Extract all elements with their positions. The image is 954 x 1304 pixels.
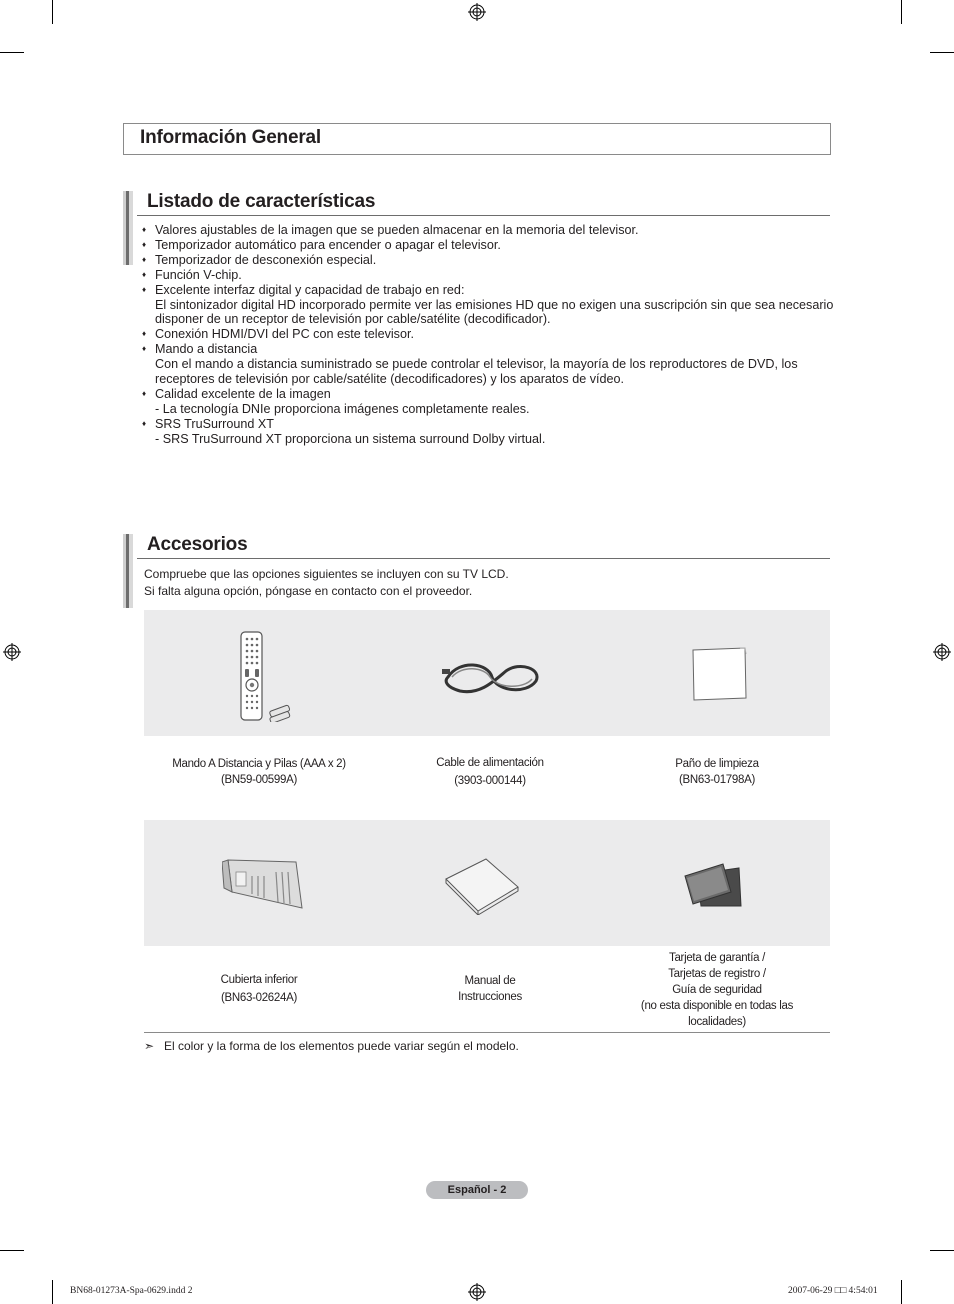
list-item: ♦ SRS TruSurround XT - SRS TruSurround XT proporciona un sistema surround Dolby virtual. bbox=[142, 417, 842, 447]
crop-mark bbox=[930, 52, 954, 53]
list-item: ♦ Valores ajustables de la imagen que se pueden almacenar en la memoria del televisor. bbox=[142, 223, 842, 238]
accessories-intro: Si falta alguna opción, póngase en contacto con el proveedor. bbox=[144, 584, 473, 598]
accessory-caption-remote: Mando A Distancia y Pilas (AAA x 2) (BN59-00599A) bbox=[172, 758, 346, 786]
bottom-cover-icon bbox=[222, 858, 304, 912]
crop-mark bbox=[930, 1250, 954, 1251]
features-heading: Listado de características bbox=[147, 191, 376, 212]
page-number-badge: Español - 2 bbox=[426, 1181, 528, 1199]
crop-mark bbox=[52, 0, 53, 24]
accessories-intro: Compruebe que las opciones siguientes se incluyen con su TV LCD. bbox=[144, 567, 509, 581]
list-item: ♦ Conexión HDMI/DVI del PC con este televisor. bbox=[142, 327, 842, 342]
list-item: ♦ Temporizador automático para encender o apagar el televisor. bbox=[142, 238, 842, 253]
crop-mark bbox=[901, 1280, 902, 1304]
list-item: ♦ Temporizador de desconexión especial. bbox=[142, 253, 842, 268]
list-item: ♦ Función V-chip. bbox=[142, 268, 842, 283]
note bbox=[144, 1039, 519, 1053]
registration-mark-icon bbox=[468, 3, 486, 21]
note-text: El color y la forma de los elementos puede variar según el modelo. bbox=[164, 1039, 519, 1053]
manual-icon bbox=[444, 857, 520, 915]
cleaning-cloth-icon bbox=[690, 646, 748, 702]
list-item-detail: - SRS TruSurround XT proporciona un sistema surround Dolby virtual. bbox=[155, 431, 546, 446]
power-cable-icon bbox=[440, 655, 542, 699]
list-item-detail: - La tecnología DNIe proporciona imágenes completamente reales. bbox=[155, 401, 530, 416]
list-item: ♦ Mando a distancia Con el mando a distancia suministrado se puede controlar el televisor, la mayoría de los reproductores de DVD, los receptores de televisión por cable/satélite (decodificadores) y los aparatos de vídeo. bbox=[142, 342, 842, 387]
file-slug: BN68-01273A-Spa-0629.indd 2 bbox=[70, 1286, 193, 1296]
registration-mark-icon bbox=[933, 643, 951, 661]
crop-mark bbox=[901, 0, 902, 24]
accessories-heading: Accesorios bbox=[147, 534, 248, 555]
accessory-caption-manual: Manual de Instrucciones bbox=[458, 975, 522, 1003]
accessory-caption-cards: Tarjeta de garantía / Tarjetas de registro / Guía de seguridad (no esta disponible en todas las localidades) bbox=[640, 952, 794, 1028]
warranty-cards-icon bbox=[683, 862, 743, 908]
registration-mark-icon bbox=[468, 1283, 486, 1301]
page-title-box bbox=[123, 123, 831, 155]
registration-mark-icon bbox=[3, 643, 21, 661]
list-item-detail: Con el mando a distancia suministrado se puede controlar el televisor, la mayoría de los reproductores de DVD, los receptores de televisión por cable/satélite (decodificadores) y los aparatos de vídeo. bbox=[155, 357, 798, 387]
list-item: ♦ Excelente interfaz digital y capacidad de trabajo en red: El sintonizador digital HD incorporado permite ver las emisiones HD que no exigen una suscripción sin que sea necesario disponer de un receptor de televisión por cable/satélite (decodificador). bbox=[142, 283, 842, 328]
date-slug: 2007-06-29 □□ 4:54:01 bbox=[788, 1286, 878, 1296]
section-bar bbox=[123, 191, 133, 265]
section-divider bbox=[137, 215, 830, 216]
page-title: Información General bbox=[140, 127, 321, 148]
features-list bbox=[142, 223, 842, 447]
accessory-caption-cover: Cubierta inferior (BN63-02624A) bbox=[220, 974, 298, 1004]
list-item-detail: El sintonizador digital HD incorporado permite ver las emisiones HD que no exigen una suscripción sin que sea necesario disponer de un receptor de televisión por cable/satélite (decodificador). bbox=[155, 297, 834, 327]
arrow-icon: ➣ bbox=[144, 1039, 155, 1053]
crop-mark bbox=[0, 52, 24, 53]
crop-mark bbox=[0, 1250, 24, 1251]
accessory-caption-cable: Cable de alimentación (3903-000144) bbox=[436, 757, 544, 787]
section-bar bbox=[123, 534, 133, 608]
remote-control-icon bbox=[236, 630, 296, 722]
crop-mark bbox=[52, 1280, 53, 1304]
list-item: ♦ Calidad excelente de la imagen - La tecnología DNIe proporciona imágenes completamente reales. bbox=[142, 387, 842, 417]
section-divider bbox=[137, 558, 830, 559]
note-divider bbox=[144, 1032, 830, 1033]
accessory-caption-cloth: Paño de limpieza (BN63-01798A) bbox=[675, 758, 759, 786]
